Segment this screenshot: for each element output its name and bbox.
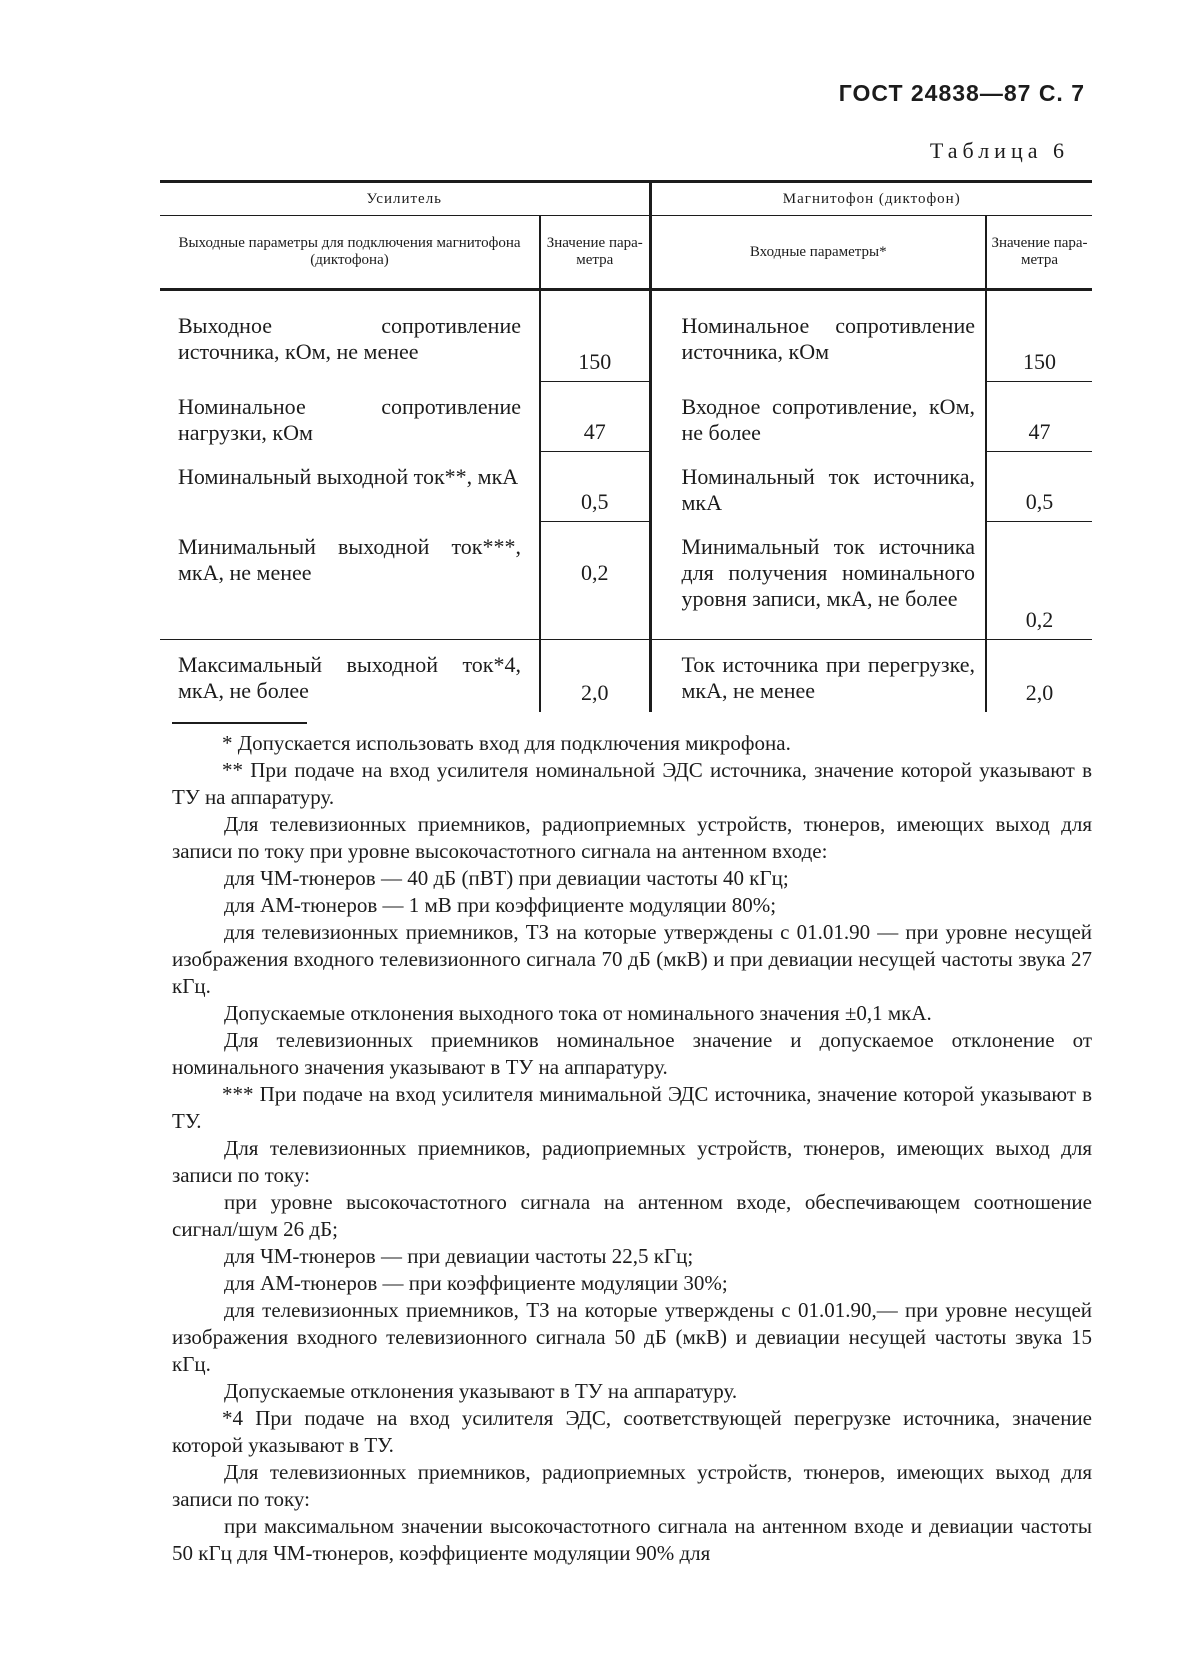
col-header-input-params: Входные параметры*: [650, 216, 986, 290]
input-value: 2,0: [986, 640, 1092, 712]
table-row: [160, 290, 1092, 382]
input-param: Минимальный ток источника для получения номинального уровня записи, мкА, не более: [650, 522, 986, 640]
output-value: 150: [540, 290, 650, 382]
output-value: 0,5: [540, 452, 650, 522]
footnote-3: *** При подаче на вход усилителя минимальной ЭДС источника, значение которой указывают в ТУ.: [172, 1082, 1092, 1133]
output-value: 0,2: [540, 522, 650, 640]
table-row: [160, 522, 1092, 640]
input-value: 0,2: [986, 522, 1092, 640]
page-header: ГОСТ 24838—87 С. 7: [838, 80, 1085, 106]
footnote-text: для ЧМ-тюнеров — при девиации частоты 22,5 кГц;: [224, 1244, 694, 1268]
footnote-text: Для телевизионных приемников, радиоприемных устройств, тюнеров, имеющих выход для записи по току:: [172, 1460, 1092, 1511]
table-caption: Таблица 6: [929, 138, 1069, 163]
table-row: [160, 640, 1092, 712]
footnote-text: Для телевизионных приемников, радиоприемных устройств, тюнеров, имеющих выход для записи по току:: [172, 1136, 1092, 1187]
footnote-text: Допускаемые отклонения выходного тока от номинального значения ±0,1 мкА.: [224, 1001, 932, 1025]
footnotes: [172, 730, 1092, 1567]
footnote-text: при максимальном значении высокочастотного сигнала на антенном входе и девиации частоты 50 кГц для ЧМ-тюнеров, коэффициенте модуляции 90% для: [172, 1514, 1092, 1565]
footnote-text: для телевизионных приемников, ТЗ на которые утверждены с 01.01.90,— при уровне несущей изображения входного телевизионного сигнала 50 дБ (мкВ) и девиации несущей частоты звука 15 кГц.: [172, 1298, 1092, 1376]
col-header-value-right: Значение пара-метра: [986, 216, 1092, 290]
table-row: [160, 382, 1092, 452]
input-param: Номинальное сопротивление источника, кОм: [650, 290, 986, 382]
footnote-text: для АМ-тюнеров — при коэффициенте модуляции 30%;: [224, 1271, 728, 1295]
input-param: Номинальный ток источника, мкА: [650, 452, 986, 522]
group-header-amplifier: Усилитель: [160, 182, 650, 216]
group-header-recorder: Магнитофон (диктофон): [650, 182, 1092, 216]
output-value: 2,0: [540, 640, 650, 712]
col-header-value-left: Значение пара-метра: [540, 216, 650, 290]
footnote-1: * Допускается использовать вход для подключения микрофона.: [222, 731, 791, 755]
footnote-text: Допускаемые отклонения указывают в ТУ на аппаратуру.: [224, 1379, 738, 1403]
output-param: Минимальный выходной ток***, мкА, не менее: [160, 522, 540, 640]
output-param: Максимальный выходной ток*4, мкА, не более: [178, 652, 521, 703]
input-value: 150: [986, 290, 1092, 382]
input-param: Ток источника при перегрузке, мкА, не менее: [650, 640, 986, 712]
footnote-text: Для телевизионных приемников номинальное значение и допускаемое отклонение от номинального значения указывают в ТУ на аппаратуру.: [172, 1028, 1092, 1079]
output-param: Выходное сопротивление источника, кОм, не менее: [178, 313, 521, 364]
footnote-text: для телевизионных приемников, ТЗ на которые утверждены с 01.01.90 — при уровне несущей изображения входного телевизионного сигнала 70 дБ (мкВ) и при девиации несущей частоты звука 27 кГц.: [172, 920, 1092, 998]
table-row: [160, 452, 1092, 522]
footnote-divider: [172, 722, 307, 724]
output-param: Номинальный выходной ток**, мкА: [178, 463, 519, 489]
table-6: [160, 180, 1092, 712]
output-value: 47: [540, 382, 650, 452]
col-header-output-params: Выходные параметры для подключения магнитофона (диктофона): [160, 216, 540, 290]
footnote-4: *4 При подаче на вход усилителя ЭДС, соответствующей перегрузке источника, значение которой указывают в ТУ.: [172, 1406, 1092, 1457]
footnote-text: для ЧМ-тюнеров — 40 дБ (пВТ) при девиации частоты 40 кГц;: [224, 866, 789, 890]
input-value: 0,5: [986, 452, 1092, 522]
footnote-text: при уровне высокочастотного сигнала на антенном входе, обеспечивающем соотношение сигнал/шум 26 дБ;: [172, 1190, 1092, 1241]
output-param: Номинальное сопротивление нагрузки, кОм: [178, 393, 521, 445]
footnote-2: ** При подаче на вход усилителя номинальной ЭДС источника, значение которой указывают в ТУ на аппаратуру.: [172, 758, 1092, 809]
footnote-text: для АМ-тюнеров — 1 мВ при коэффициенте модуляции 80%;: [224, 893, 777, 917]
footnote-text: Для телевизионных приемников, радиоприемных устройств, тюнеров, имеющих выход для записи по току при уровне высокочастотного сигнала на антенном входе:: [172, 812, 1092, 863]
input-value: 47: [986, 382, 1092, 452]
input-param: Входное сопротивление, кОм, не более: [650, 382, 986, 452]
